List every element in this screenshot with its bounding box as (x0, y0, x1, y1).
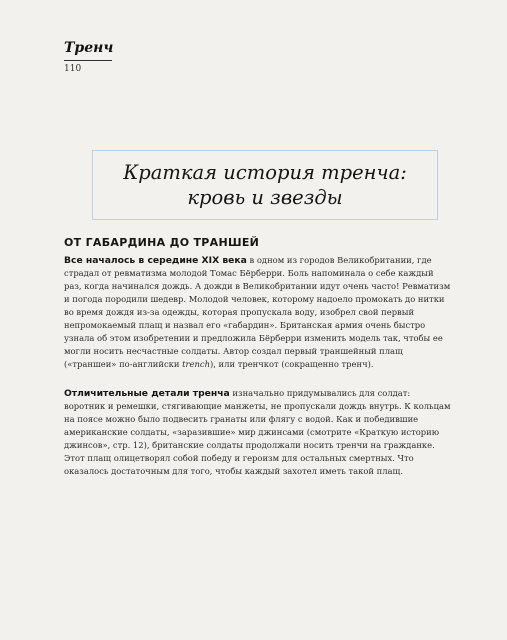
section-heading: ОТ ГАБАРДИНА ДО ТРАНШЕЙ (64, 236, 260, 249)
paragraph-1 (64, 254, 452, 371)
chapter-title-line-1: Краткая история тренча: (123, 161, 407, 184)
paragraph-1-italic-word: trench (182, 359, 210, 369)
paragraph-2-lead: Отличительные детали тренча (64, 388, 230, 399)
paragraph-1-text-b: ), или тренчкот (сокращенно тренч). (209, 359, 374, 369)
chapter-title-line-2: кровь и звезды (187, 186, 343, 209)
paragraph-1-text-a: в одном из городов Великобритании, где страдал от ревматизма молодой Томас Бёрберри. Боль напоминала о себе каждый раз, когда начинался дождь. А дожди в Великобритании идут очень часто! Ревматизм и погода породили шедевр. Молодой человек, которому надоело промокать до нитки во время дождя из-за одежды, которая пропускала воду, изобрел свой первый непромокаемый плащ и назвал его «габардин». Британская армия очень быстро узнала об этом изобретении и предложила Бёрберри изменить модель так, чтобы ее могли носить несчастные солдаты. Автор создал первый траншейный плащ («траншеи» по-английски (64, 255, 451, 369)
paragraph-1-lead: Все началось в середине XIX века (64, 255, 247, 266)
running-title: Тренч (64, 40, 114, 56)
page-number: 110 (64, 64, 82, 74)
chapter-title-box (92, 150, 438, 220)
paragraph-2-text: изначально придумывались для солдат: воротник и ремешки, стягивающие манжеты, не пропускали дождь внутрь. К кольцам на поясе можно было подвесить гранаты или флягу с водой. Как и победившие американские солдаты, «заразившие» мир джинсами (смотрите «Краткую историю джинсов», стр. 12), британские солдаты продолжали носить тренчи на гражданке. Этот плащ олицетворял собой победу и героизм для остальных смертных. Что оказалось достаточным для того, чтобы каждый захотел иметь такой плащ. (64, 388, 451, 476)
paragraph-2 (64, 387, 452, 478)
running-title-rule (64, 60, 112, 61)
